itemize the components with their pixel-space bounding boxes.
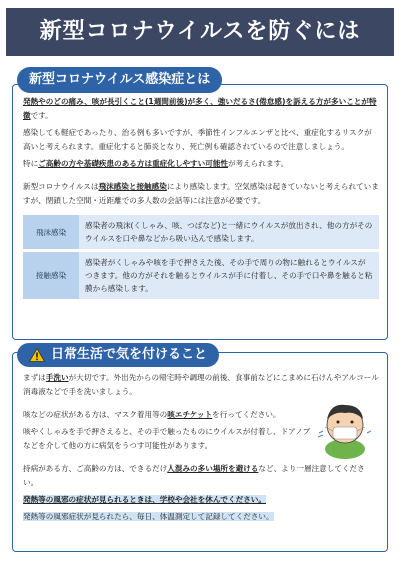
section-about-body bbox=[23, 95, 379, 302]
transmission-text-end: により感染します。空気感染は起きていないと考えられていますが、閉鎖した空間・近距離での多人数の会話等には注意が必要です。 bbox=[23, 182, 379, 205]
transmission-paragraph bbox=[23, 180, 379, 208]
section-daily-life bbox=[12, 347, 388, 552]
elderly-paragraph bbox=[23, 462, 379, 490]
section-about-covid bbox=[12, 72, 388, 340]
rest-text: 発熱等の風邪の症状が見られるときは、学校や会社を休んでください。 bbox=[23, 495, 266, 504]
infection-route-table bbox=[23, 212, 379, 302]
handwash-text-end: が大切です。外出先からの帰宅時や調理の前後、食事前などにこまめに石けんやアルコール消毒液などで手を洗いましょう。 bbox=[23, 373, 379, 396]
droplet-label: 飛沫感染 bbox=[23, 215, 79, 249]
section-heading-daily bbox=[17, 343, 219, 367]
page-title: 新型コロナウイルスを防ぐには bbox=[6, 8, 394, 56]
etiquette-text-bold: 咳エチケット bbox=[167, 410, 213, 419]
severity-paragraph: 感染しても軽症であったり、治る例も多いですが、季節性インフルエンザと比べ、重症化するリスクが高いと考えられます。重症化すると肺炎となり、死亡例も確認されているので注意しましょう。 bbox=[23, 128, 372, 151]
handwash-text-bold: 手洗い bbox=[45, 373, 69, 382]
cough-paragraph: 咳やくしゃみを手で押さえると、その手で触ったものにウイルスが付着し、ドアノブなどを介して他の方に病気をうつす可能性があります。 bbox=[23, 427, 311, 450]
symptom-paragraph bbox=[23, 95, 379, 123]
etiquette-paragraph bbox=[23, 408, 313, 422]
risk-text-end: が考えられます。 bbox=[228, 159, 289, 168]
warning-icon bbox=[29, 348, 45, 362]
handwash-paragraph bbox=[23, 371, 379, 399]
transmission-text-bold: 飛沫感染と接触感染 bbox=[98, 182, 167, 191]
risk-text-start: 特に bbox=[23, 159, 39, 168]
etiquette-text-end: を行ってください。 bbox=[212, 410, 281, 419]
transmission-text-start: 新型コロナウイルスは bbox=[23, 182, 99, 191]
table-row bbox=[23, 215, 379, 249]
rest-paragraph bbox=[23, 493, 379, 507]
table-row bbox=[23, 252, 379, 299]
temperature-text: 発熱等の風邪症状が見られたら、毎日、体温測定して記録してください。 bbox=[23, 512, 274, 521]
temperature-paragraph bbox=[23, 510, 379, 524]
section-heading-daily-text: 日常生活で気を付けること bbox=[51, 347, 208, 362]
risk-text-bold: ご高齢の方や基礎疾患のある方は重症化しやすい可能性 bbox=[38, 159, 229, 168]
elderly-text-bold: 人混みの多い場所を避ける bbox=[167, 464, 259, 473]
risk-paragraph bbox=[23, 157, 379, 171]
symptom-text-bold-b: 訴える方が多いことが特徴 bbox=[23, 97, 377, 120]
handwash-text-start: まずは bbox=[23, 373, 46, 382]
contact-description: 感染者がくしゃみや咳を手で押さえた後、その手で周りの物に触れるとウイルスがつきます。他の方がそれを触るとウイルスが手に付着し、その手で口や鼻を触ると粘膜から感染します。 bbox=[79, 252, 379, 299]
droplet-description: 感染者の飛沫(くしゃみ、咳、つばなど)と一緒にウイルスが放出され、他の方がそのウイルスを口や鼻などから吸い込んで感染します。 bbox=[79, 215, 379, 249]
etiquette-text-start: 咳などの症状がある方は、マスク着用等の bbox=[23, 410, 168, 419]
coughing-child-illustration-icon bbox=[317, 397, 373, 459]
symptom-text-bold-a: 発熱やのどの痛み、咳が長引くこと(1週間前後)が多く、強いだるさ(倦怠感)を bbox=[23, 97, 294, 106]
section-heading-about bbox=[17, 67, 222, 93]
elderly-text-start: 持病がある方、ご高齢の方は、できるだけ bbox=[23, 464, 168, 473]
contact-label: 接触感染 bbox=[23, 252, 79, 299]
section-heading-about-text: 新型コロナウイルス感染症とは bbox=[29, 72, 211, 87]
symptom-text-end: です。 bbox=[30, 111, 53, 120]
elderly-text-end: など、より一層注意してください。 bbox=[23, 464, 365, 487]
